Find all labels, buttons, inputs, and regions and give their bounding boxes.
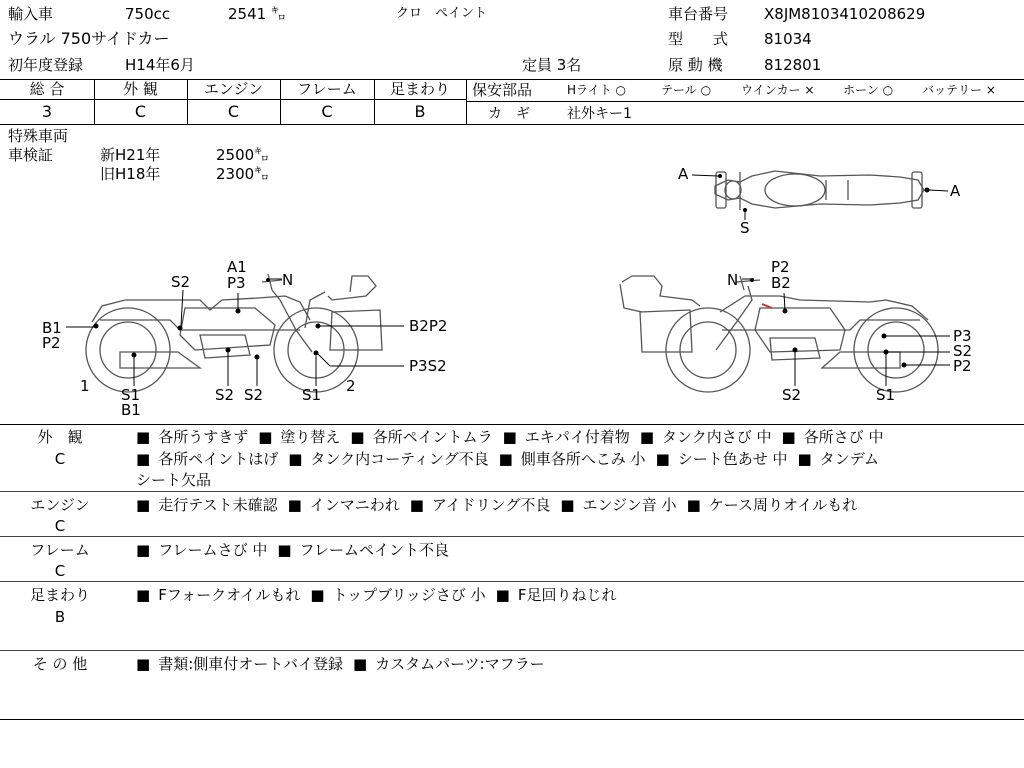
note-category-label: 足まわり: [29, 586, 90, 604]
grade-header-overall: 総 合: [29, 80, 65, 98]
diagram-label: B2P2: [409, 317, 448, 335]
diagram-label: A: [678, 165, 689, 183]
inspection-old-value: 2300㌔: [216, 165, 270, 183]
diagram-label: 2: [346, 377, 356, 395]
diagram-label: S2: [215, 386, 235, 404]
diagram-label: A: [950, 182, 961, 200]
type-label: 型 式: [668, 30, 729, 48]
note-item: ■ 各所うすきず: [136, 428, 248, 446]
diagram-label: P2: [771, 258, 790, 276]
note-item: ■ シート色あせ 中: [656, 450, 788, 468]
diagram-label: S2: [244, 386, 264, 404]
frame-number-value: X8JM8103410208629: [764, 5, 926, 23]
note-line: [136, 497, 867, 514]
diagram-label: P2: [953, 357, 972, 375]
inspection-label: 車検証: [8, 146, 54, 164]
diagram-label: P3: [953, 327, 972, 345]
diagram-label: S: [740, 219, 750, 237]
diagram-label: S2: [171, 273, 191, 291]
grade-header-frame: フレーム: [297, 80, 357, 98]
grade-value-exterior: C: [134, 102, 147, 121]
displacement: 750cc: [125, 5, 171, 23]
engine-number-label: 原 動 機: [668, 56, 723, 74]
inspection-new-label: 新H21年: [100, 146, 161, 164]
note-line: [136, 587, 626, 604]
divider: [0, 99, 466, 100]
diagram-label: N: [282, 271, 294, 289]
top-view-motorcycle: [692, 171, 948, 220]
grade-header-exterior: 外 観: [123, 80, 158, 98]
note-item: ■ カスタムパーツ:マフラー: [353, 655, 545, 673]
diagram-label: B1: [42, 319, 62, 337]
divider: [0, 581, 1024, 582]
type-value: 81034: [764, 30, 812, 48]
inspection-old-label: 旧H18年: [100, 165, 161, 183]
note-category-label: エンジン: [30, 496, 90, 514]
grade-header-suspension: 足まわり: [389, 80, 450, 98]
note-category-label: 外 観: [37, 428, 83, 446]
safety-parts-label: 保安部品: [472, 81, 533, 99]
note-item: ■ エンジン音 小: [560, 496, 676, 514]
inspection-new-value: 2500㌔: [216, 146, 270, 164]
note-item: ■ タンデム: [798, 450, 879, 468]
divider: [466, 101, 1024, 102]
diagram-label: S1: [121, 386, 141, 404]
special-vehicle-title: 特殊車両: [8, 127, 69, 145]
note-item: ■ フレームさび 中: [136, 541, 267, 559]
diagram-label: P3S2: [409, 357, 447, 375]
note-item: ■ 各所ペイントムラ: [350, 428, 492, 446]
note-item: ■ インマニわれ: [288, 496, 400, 514]
grade-value-suspension: B: [414, 102, 426, 121]
diagram-label: P2: [42, 334, 61, 352]
note-category-label: そ の 他: [32, 655, 88, 673]
paint-color: クロ ペイント: [396, 6, 488, 21]
divider: [0, 491, 1024, 492]
diagram-label: N: [727, 271, 739, 289]
diagram-label: S1: [876, 386, 896, 404]
diagram-label: B1: [121, 401, 141, 419]
divider: [0, 536, 1024, 537]
note-item: ■ トップブリッジさび 小: [310, 586, 485, 604]
safety-winker: ウインカー ×: [741, 83, 815, 97]
divider: [0, 719, 1024, 720]
key-label: カ ギ: [488, 106, 530, 122]
diagram-label: A1: [227, 258, 247, 276]
diagram-label: P3: [227, 274, 246, 292]
mileage: 2541 ㌔: [228, 5, 286, 23]
divider: [0, 650, 1024, 651]
grade-value-engine: C: [227, 102, 240, 121]
diagram-label: S2: [782, 386, 802, 404]
motorcycle-damage-diagram: [0, 124, 1024, 424]
grade-header-engine: エンジン: [203, 80, 264, 98]
grade-value-overall: 3: [41, 102, 53, 121]
note-item: ■ 側車各所へこみ 小: [499, 450, 646, 468]
first-registration-label: 初年度登録: [8, 56, 84, 74]
divider: [466, 79, 467, 124]
note-item: ■ タンク内さび 中: [640, 428, 772, 446]
frame-number-label: 車台番号: [668, 5, 729, 23]
note-item: ■ F足回りねじれ: [496, 586, 617, 604]
model-name: ウラル 750サイドカー: [8, 29, 170, 48]
vehicle-kind: 輸入車: [8, 5, 54, 23]
divider: [0, 424, 1024, 425]
note-item: ■ 書類:側車付オートバイ登録: [136, 655, 343, 673]
note-line: [136, 429, 893, 446]
diagram-label: S1: [302, 386, 322, 404]
note-category-grade: B: [54, 608, 66, 626]
note-item: ■ 各所さび 中: [781, 428, 883, 446]
safety-horn: ホーン ○: [843, 83, 894, 97]
note-item-continuation: シート欠品: [136, 471, 212, 489]
engine-number-value: 812801: [764, 56, 822, 74]
note-item: ■ フレームペイント不良: [277, 541, 449, 559]
note-category-grade: C: [54, 450, 66, 468]
diagram-label: S2: [953, 342, 973, 360]
capacity: 定員 3名: [522, 56, 582, 74]
first-registration-value: H14年6月: [125, 56, 195, 74]
note-item: ■ 走行テスト未確認: [136, 496, 278, 514]
right-side-motorcycle: [620, 276, 938, 392]
grade-value-frame: C: [321, 102, 333, 121]
note-category-grade: C: [54, 562, 66, 580]
note-item: ■ 塗り替え: [258, 428, 340, 446]
note-item: ■ アイドリング不良: [410, 496, 551, 514]
diagram-label: 1: [80, 377, 90, 395]
note-line: [136, 656, 555, 673]
note-item: ■ エキパイ付着物: [503, 428, 630, 446]
safety-battery: バッテリー ×: [922, 83, 996, 97]
key-value: 社外キー1: [567, 106, 632, 122]
safety-headlight: Hライト ○: [567, 83, 626, 97]
note-line: [136, 451, 889, 468]
safety-taillight: テール ○: [661, 83, 712, 97]
note-item: ■ タンク内コーティング不良: [288, 450, 488, 468]
note-item: ■ Fフォークオイルもれ: [136, 586, 300, 604]
note-line: [136, 542, 459, 559]
note-category-grade: C: [54, 517, 66, 535]
diagram-label: B2: [771, 274, 791, 292]
leader-lines: [66, 279, 950, 386]
note-item: ■ ケース周りオイルもれ: [687, 496, 858, 514]
note-category-label: フレーム: [30, 541, 90, 559]
note-item: ■ 各所ペイントはげ: [136, 450, 278, 468]
